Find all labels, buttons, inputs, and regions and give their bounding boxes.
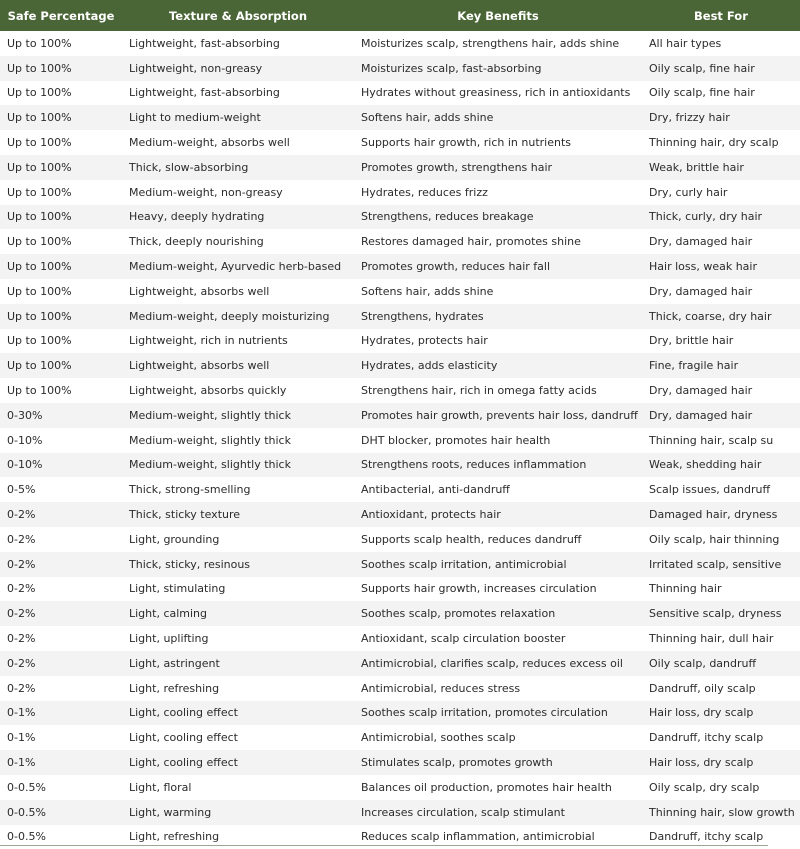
cell-key-benefits: Supports hair growth, rich in nutrients — [354, 130, 642, 155]
cell-key-benefits: Hydrates, adds elasticity — [354, 353, 642, 378]
cell-best-for: Dry, brittle hair — [642, 329, 800, 354]
cell-safe-percentage: 0-10% — [0, 453, 122, 478]
cell-best-for: Oily scalp, dandruff — [642, 651, 800, 676]
cell-texture-absorption: Light, floral — [122, 775, 354, 800]
cell-best-for: Hair loss, dry scalp — [642, 750, 800, 775]
cell-texture-absorption: Medium-weight, slightly thick — [122, 403, 354, 428]
cell-key-benefits: Balances oil production, promotes hair health — [354, 775, 642, 800]
cell-best-for: Dry, frizzy hair — [642, 105, 800, 130]
cell-safe-percentage: 0-2% — [0, 601, 122, 626]
cell-safe-percentage: Up to 100% — [0, 81, 122, 106]
cell-safe-percentage: 0-10% — [0, 428, 122, 453]
cell-safe-percentage: 0-2% — [0, 676, 122, 701]
cell-best-for: Thick, curly, dry hair — [642, 205, 800, 230]
cell-safe-percentage: 0-2% — [0, 577, 122, 602]
header-texture-absorption: Texture & Absorption — [122, 0, 354, 31]
cell-key-benefits: Strengthens, reduces breakage — [354, 205, 642, 230]
cell-best-for: Damaged hair, dryness — [642, 502, 800, 527]
cell-safe-percentage: 0-2% — [0, 527, 122, 552]
cell-key-benefits: Moisturizes scalp, strengthens hair, adds shine — [354, 31, 642, 56]
cell-best-for: Hair loss, dry scalp — [642, 701, 800, 726]
table-row — [0, 130, 800, 155]
cell-safe-percentage: Up to 100% — [0, 130, 122, 155]
table-row — [0, 676, 800, 701]
table-row — [0, 31, 800, 56]
cell-texture-absorption: Light to medium-weight — [122, 105, 354, 130]
cell-texture-absorption: Heavy, deeply hydrating — [122, 205, 354, 230]
cell-best-for: Oily scalp, dry scalp — [642, 775, 800, 800]
cell-texture-absorption: Lightweight, absorbs quickly — [122, 378, 354, 403]
cell-key-benefits: Hydrates, reduces frizz — [354, 180, 642, 205]
cell-texture-absorption: Light, stimulating — [122, 577, 354, 602]
cell-texture-absorption: Light, cooling effect — [122, 701, 354, 726]
table-row — [0, 527, 800, 552]
cell-best-for: All hair types — [642, 31, 800, 56]
cell-key-benefits: Antioxidant, scalp circulation booster — [354, 626, 642, 651]
cell-texture-absorption: Medium-weight, deeply moisturizing — [122, 304, 354, 329]
cell-safe-percentage: 0-0.5% — [0, 775, 122, 800]
cell-key-benefits: Strengthens, hydrates — [354, 304, 642, 329]
cell-texture-absorption: Lightweight, absorbs well — [122, 279, 354, 304]
cell-best-for: Fine, fragile hair — [642, 353, 800, 378]
cell-key-benefits: DHT blocker, promotes hair health — [354, 428, 642, 453]
cell-safe-percentage: Up to 100% — [0, 180, 122, 205]
cell-best-for: Hair loss, weak hair — [642, 254, 800, 279]
cell-safe-percentage: Up to 100% — [0, 229, 122, 254]
cell-safe-percentage: Up to 100% — [0, 378, 122, 403]
cell-safe-percentage: Up to 100% — [0, 353, 122, 378]
cell-best-for: Dandruff, oily scalp — [642, 676, 800, 701]
cell-safe-percentage: 0-0.5% — [0, 825, 122, 849]
cell-key-benefits: Antimicrobial, clarifies scalp, reduces excess oil — [354, 651, 642, 676]
cell-texture-absorption: Light, cooling effect — [122, 725, 354, 750]
cell-texture-absorption: Light, astringent — [122, 651, 354, 676]
table-row — [0, 701, 800, 726]
table-row — [0, 81, 800, 106]
cell-best-for: Thinning hair, scalp su — [642, 428, 800, 453]
cell-best-for: Oily scalp, fine hair — [642, 56, 800, 81]
cell-key-benefits: Antimicrobial, soothes scalp — [354, 725, 642, 750]
header-best-for: Best For — [642, 0, 800, 31]
cell-best-for: Irritated scalp, sensitive — [642, 552, 800, 577]
cell-safe-percentage: Up to 100% — [0, 105, 122, 130]
table-row — [0, 453, 800, 478]
cell-texture-absorption: Medium-weight, Ayurvedic herb-based — [122, 254, 354, 279]
table-row — [0, 279, 800, 304]
cell-key-benefits: Moisturizes scalp, fast-absorbing — [354, 56, 642, 81]
cell-best-for: Oily scalp, hair thinning — [642, 527, 800, 552]
table-row — [0, 105, 800, 130]
cell-best-for: Weak, brittle hair — [642, 155, 800, 180]
table-bottom-border — [0, 845, 768, 846]
cell-safe-percentage: Up to 100% — [0, 279, 122, 304]
cell-key-benefits: Strengthens hair, rich in omega fatty acids — [354, 378, 642, 403]
cell-best-for: Thinning hair, slow growth — [642, 800, 800, 825]
table-row — [0, 626, 800, 651]
cell-best-for: Thinning hair, dry scalp — [642, 130, 800, 155]
cell-best-for: Sensitive scalp, dryness — [642, 601, 800, 626]
table-row — [0, 651, 800, 676]
cell-best-for: Dandruff, itchy scalp — [642, 825, 800, 849]
cell-texture-absorption: Light, refreshing — [122, 676, 354, 701]
cell-key-benefits: Promotes hair growth, prevents hair loss, dandruff — [354, 403, 642, 428]
cell-texture-absorption: Thick, sticky, resinous — [122, 552, 354, 577]
cell-safe-percentage: 0-2% — [0, 552, 122, 577]
cell-safe-percentage: 0-5% — [0, 477, 122, 502]
cell-key-benefits: Antibacterial, anti-dandruff — [354, 477, 642, 502]
cell-key-benefits: Soothes scalp irritation, promotes circulation — [354, 701, 642, 726]
cell-best-for: Thick, coarse, dry hair — [642, 304, 800, 329]
table-row — [0, 155, 800, 180]
cell-texture-absorption: Lightweight, fast-absorbing — [122, 81, 354, 106]
cell-safe-percentage: 0-1% — [0, 750, 122, 775]
cell-key-benefits: Hydrates, protects hair — [354, 329, 642, 354]
cell-texture-absorption: Light, calming — [122, 601, 354, 626]
cell-best-for: Dry, damaged hair — [642, 378, 800, 403]
cell-texture-absorption: Medium-weight, slightly thick — [122, 428, 354, 453]
table-row — [0, 552, 800, 577]
cell-best-for: Dry, damaged hair — [642, 403, 800, 428]
cell-texture-absorption: Thick, deeply nourishing — [122, 229, 354, 254]
table-body — [0, 31, 800, 849]
cell-texture-absorption: Thick, sticky texture — [122, 502, 354, 527]
cell-texture-absorption: Medium-weight, absorbs well — [122, 130, 354, 155]
cell-texture-absorption: Lightweight, fast-absorbing — [122, 31, 354, 56]
cell-key-benefits: Hydrates without greasiness, rich in antioxidants — [354, 81, 642, 106]
cell-key-benefits: Promotes growth, reduces hair fall — [354, 254, 642, 279]
table-row — [0, 577, 800, 602]
table-row — [0, 56, 800, 81]
cell-best-for: Dry, damaged hair — [642, 279, 800, 304]
cell-texture-absorption: Medium-weight, non-greasy — [122, 180, 354, 205]
cell-texture-absorption: Lightweight, rich in nutrients — [122, 329, 354, 354]
cell-best-for: Dandruff, itchy scalp — [642, 725, 800, 750]
cell-best-for: Dry, curly hair — [642, 180, 800, 205]
table-row — [0, 477, 800, 502]
cell-safe-percentage: Up to 100% — [0, 56, 122, 81]
table-row — [0, 403, 800, 428]
table-row — [0, 775, 800, 800]
cell-texture-absorption: Light, grounding — [122, 527, 354, 552]
cell-safe-percentage: 0-30% — [0, 403, 122, 428]
cell-safe-percentage: Up to 100% — [0, 205, 122, 230]
cell-key-benefits: Softens hair, adds shine — [354, 279, 642, 304]
table-header — [0, 0, 800, 31]
cell-safe-percentage: Up to 100% — [0, 155, 122, 180]
table-row — [0, 304, 800, 329]
table-row — [0, 750, 800, 775]
cell-safe-percentage: 0-1% — [0, 725, 122, 750]
table-row — [0, 229, 800, 254]
cell-texture-absorption: Medium-weight, slightly thick — [122, 453, 354, 478]
cell-texture-absorption: Light, cooling effect — [122, 750, 354, 775]
cell-safe-percentage: 0-2% — [0, 626, 122, 651]
cell-texture-absorption: Light, refreshing — [122, 825, 354, 849]
cell-key-benefits: Supports scalp health, reduces dandruff — [354, 527, 642, 552]
cell-texture-absorption: Lightweight, absorbs well — [122, 353, 354, 378]
cell-texture-absorption: Lightweight, non-greasy — [122, 56, 354, 81]
cell-key-benefits: Soothes scalp, promotes relaxation — [354, 601, 642, 626]
cell-texture-absorption: Light, warming — [122, 800, 354, 825]
cell-key-benefits: Antimicrobial, reduces stress — [354, 676, 642, 701]
table-row — [0, 601, 800, 626]
table-row — [0, 329, 800, 354]
cell-key-benefits: Soothes scalp irritation, antimicrobial — [354, 552, 642, 577]
cell-safe-percentage: 0-1% — [0, 701, 122, 726]
cell-texture-absorption: Light, uplifting — [122, 626, 354, 651]
cell-safe-percentage: 0-2% — [0, 502, 122, 527]
cell-key-benefits: Softens hair, adds shine — [354, 105, 642, 130]
cell-texture-absorption: Thick, strong-smelling — [122, 477, 354, 502]
cell-best-for: Thinning hair — [642, 577, 800, 602]
table-row — [0, 502, 800, 527]
table-row — [0, 353, 800, 378]
cell-texture-absorption: Thick, slow-absorbing — [122, 155, 354, 180]
cell-key-benefits: Increases circulation, scalp stimulant — [354, 800, 642, 825]
table-row — [0, 428, 800, 453]
table-row — [0, 254, 800, 279]
cell-key-benefits: Antioxidant, protects hair — [354, 502, 642, 527]
table-row — [0, 205, 800, 230]
cell-best-for: Dry, damaged hair — [642, 229, 800, 254]
cell-safe-percentage: Up to 100% — [0, 329, 122, 354]
cell-best-for: Weak, shedding hair — [642, 453, 800, 478]
cell-safe-percentage: 0-2% — [0, 651, 122, 676]
cell-key-benefits: Restores damaged hair, promotes shine — [354, 229, 642, 254]
cell-key-benefits: Promotes growth, strengthens hair — [354, 155, 642, 180]
cell-best-for: Scalp issues, dandruff — [642, 477, 800, 502]
cell-key-benefits: Supports hair growth, increases circulation — [354, 577, 642, 602]
cell-safe-percentage: Up to 100% — [0, 304, 122, 329]
cell-key-benefits: Strengthens roots, reduces inflammation — [354, 453, 642, 478]
header-key-benefits: Key Benefits — [354, 0, 642, 31]
cell-safe-percentage: Up to 100% — [0, 254, 122, 279]
header-row — [0, 0, 800, 31]
header-safe-percentage: Safe Percentage — [0, 0, 122, 31]
cell-safe-percentage: Up to 100% — [0, 31, 122, 56]
table-row — [0, 725, 800, 750]
cell-safe-percentage: 0-0.5% — [0, 800, 122, 825]
table-row — [0, 800, 800, 825]
cell-best-for: Thinning hair, dull hair — [642, 626, 800, 651]
cell-key-benefits: Stimulates scalp, promotes growth — [354, 750, 642, 775]
cell-best-for: Oily scalp, fine hair — [642, 81, 800, 106]
table-row — [0, 378, 800, 403]
table-row — [0, 180, 800, 205]
cell-key-benefits: Reduces scalp inflammation, antimicrobial — [354, 825, 642, 849]
